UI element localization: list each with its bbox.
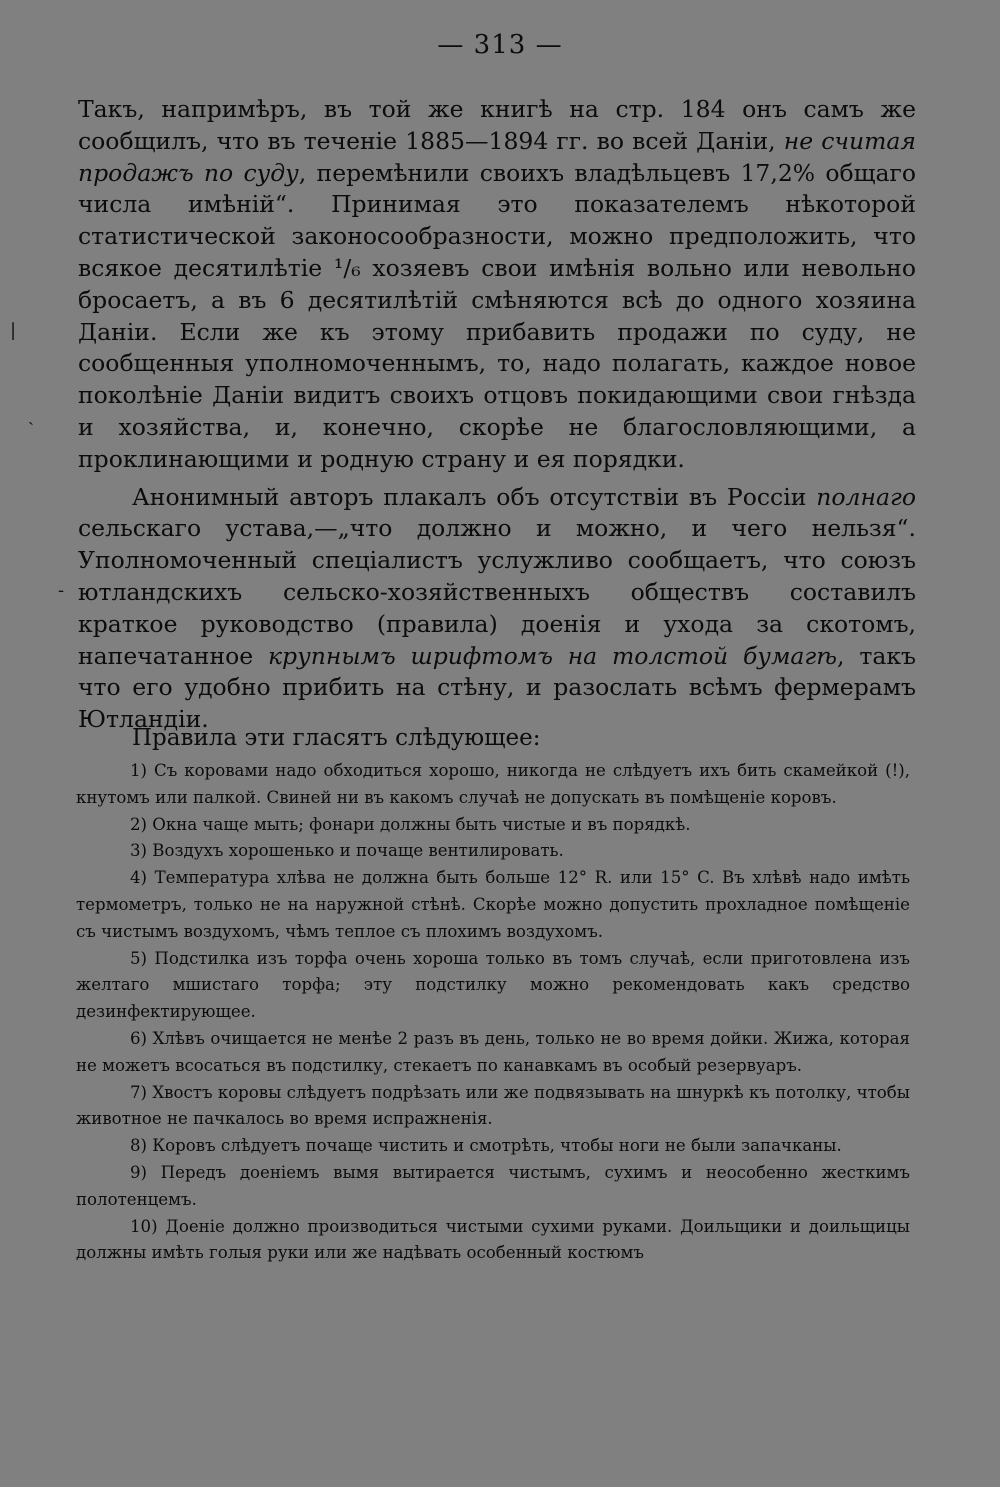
rules-list — [76, 758, 910, 1267]
paragraph-2-text-e: , такъ что его удобно прибить на стѣну, и разослать всѣмъ фермерамъ Ютландіи. — [78, 641, 916, 734]
rule-item: 3) Воздухъ хорошенько и почаще вентилировать. — [130, 841, 564, 861]
rule-item: 8) Коровъ слѣдуетъ почаще чистить и смотрѣть, чтобы ноги не были запачканы. — [130, 1136, 842, 1156]
paragraph-1 — [78, 94, 916, 476]
rule-item: 6) Хлѣвъ очищается не менѣе 2 разъ въ день, только не во время дойки. Жижа, которая не можетъ всосаться въ подстилку, стекаетъ по канавкамъ въ особый резервуаръ. — [76, 1028, 910, 1075]
margin-mark: ˎ — [28, 405, 34, 426]
main-text — [78, 94, 916, 736]
paragraph-1-text-a: Такъ, напримѣръ, въ той же книгѣ на стр. 184 онъ самъ же сообщилъ, что въ теченіе 1885—1894 гг. во всей Даніи, — [78, 95, 916, 155]
rule-item: 1) Съ коровами надо обходиться хорошо, никогда не слѣдуетъ ихъ бить скамейкой (!), кнутомъ или палкой. Свиней ни въ какомъ случаѣ не допускать въ помѣщеніе коровъ. — [76, 761, 910, 807]
paragraph-1-text-c: , перемѣнили своихъ владѣльцевъ 17,2% общаго числа имѣній“. Принимая это показателемъ нѣкоторой статистической законосообразности, можно предположить, что всякое десятилѣтіе ¹/₆ хозяевъ свои имѣнія вольно или невольно бросаетъ, а въ 6 десятилѣтій смѣняются всѣ до одного хозяина Даніи. Если же къ этому прибавить продажи по суду, не сообщенныя уполномоченнымъ, то, надо полагать, каждое новое поколѣніе Даніи видитъ своихъ отцовъ покидающими свои гнѣзда и хозяйства, и, конечно, скорѣе не благословляющими, а проклинающими и родную страну и ея порядки. — [78, 158, 916, 473]
rules-heading: Правила эти гласятъ слѣдующее: — [132, 725, 541, 751]
rule-item: 7) Хвостъ коровы слѣдуетъ подрѣзать или же подвязывать на шнуркѣ къ потолку, чтобы животное не пачкалось во время испражненія. — [76, 1082, 910, 1129]
paragraph-2-text-a: Анонимный авторъ плакалъ объ отсутствіи въ Россіи — [132, 482, 817, 511]
rule-item: 9) Передъ доеніемъ вымя вытирается чистымъ, сухимъ и неособенно жесткимъ полотенцемъ. — [76, 1162, 910, 1209]
margin-mark: - — [58, 580, 65, 601]
paragraph-1-italic: не считая продажъ по суду — [78, 126, 916, 187]
paragraph-2-italic-2: крупнымъ шрифтомъ на толстой бумагѣ — [268, 641, 838, 670]
page-number: — 313 — — [437, 30, 563, 60]
paragraph-2-text-c: сельскаго устава,—„что должно и можно, и чего нельзя“. Уполномоченный спеціалистъ услужливо сообщаетъ, что союзъ ютландскихъ сельско-хозяйственныхъ обществъ составилъ краткое руководство (правила) доенія и ухода за скотомъ, напечатанное — [78, 514, 916, 670]
rule-item: 10) Доеніе должно производиться чистыми сухими руками. Доильщики и доильщицы должны имѣть голыя руки или же надѣвать особенный костюмъ — [76, 1216, 910, 1263]
rule-item: 5) Подстилка изъ торфа очень хороша только въ томъ случаѣ, если приготовлена изъ желтаго мшистаго торфа; эту подстилку можно рекомендовать какъ средство дезинфектирующее. — [76, 948, 910, 1022]
rule-item: 4) Температура хлѣва не должна быть больше 12° R. или 15° C. Въ хлѣвѣ надо имѣть термометръ, только не на наружной стѣнѣ. Скорѣе можно допустить прохладное помѣщеніе съ чистымъ воздухомъ, чѣмъ теплое съ плохимъ воздухомъ. — [76, 868, 910, 941]
rule-item: 2) Окна чаще мыть; фонари должны быть чистые и въ порядкѣ. — [130, 814, 691, 834]
paragraph-2 — [78, 482, 916, 736]
margin-mark: | — [10, 320, 17, 341]
paragraph-2-italic-1: полнаго — [816, 482, 916, 511]
